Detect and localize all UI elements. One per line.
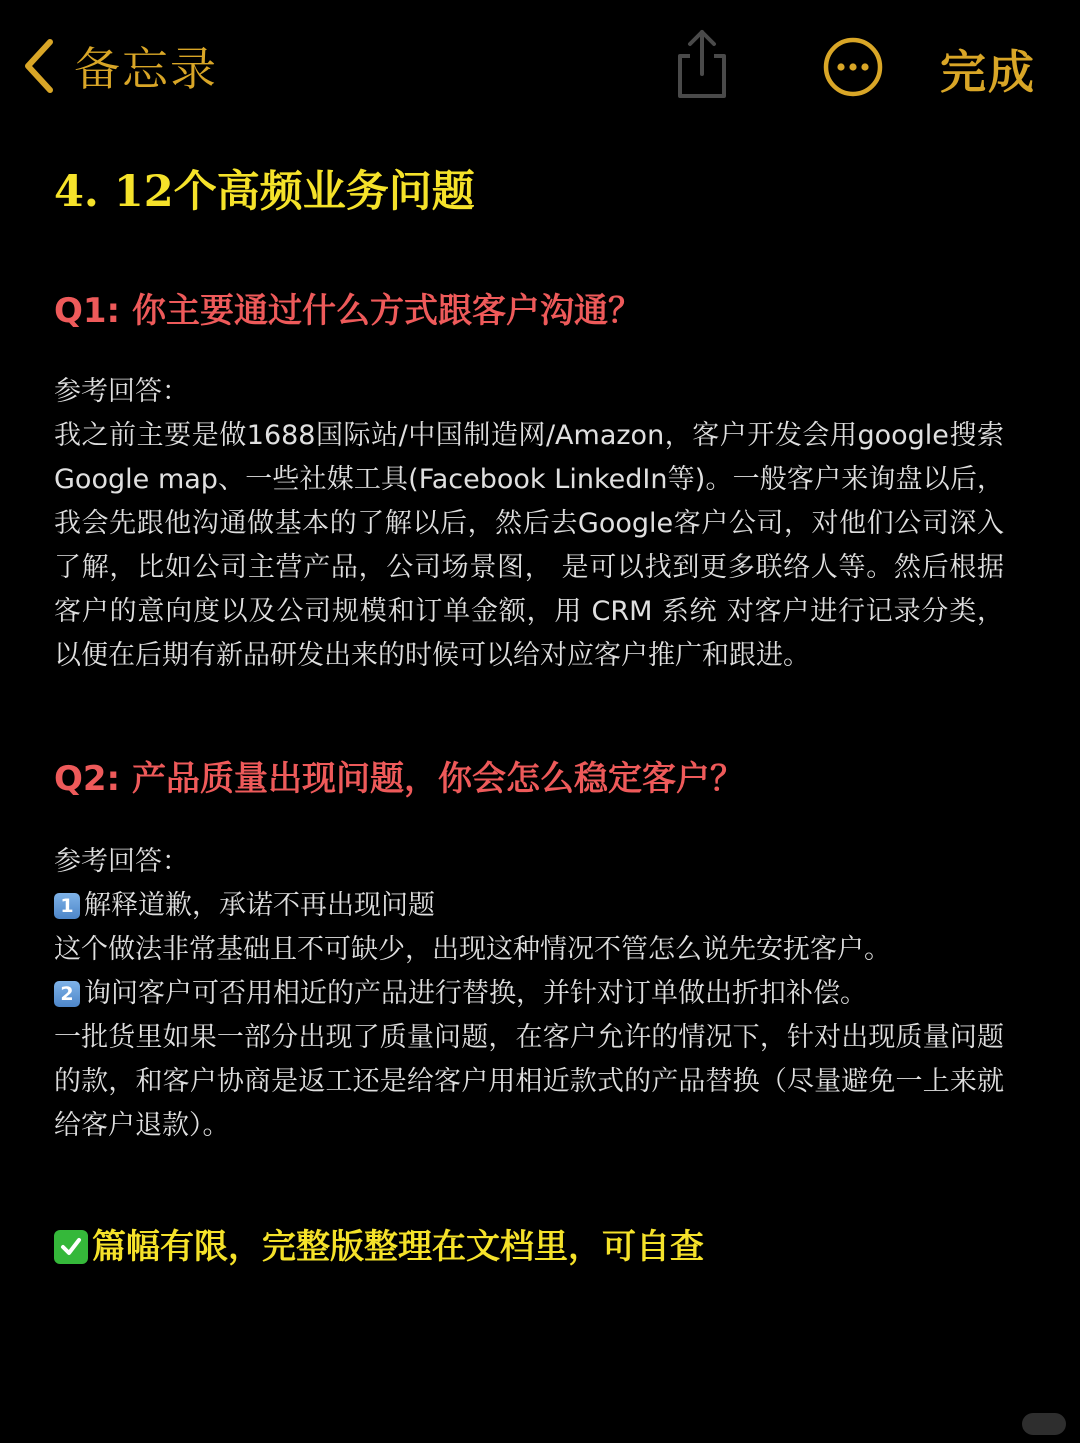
share-icon — [672, 85, 732, 104]
list-item-title: 询问客户可否用相近的产品进行替换，并针对订单做出折扣补偿。 — [84, 978, 867, 1009]
keycap-1-icon: 1 — [54, 893, 80, 919]
answer-label-1: 参考回答： — [54, 376, 189, 407]
more-options-button[interactable] — [822, 36, 884, 98]
share-button[interactable] — [672, 28, 732, 100]
answer-label-2: 参考回答： — [54, 846, 189, 877]
done-button[interactable]: 完成 — [940, 45, 1036, 99]
answer-text-1: 我之前主要是做1688国际站/中国制造网/Amazon，客户开发会用google搜索Google map、一些社媒工具(Facebook LinkedIn等)。一般客户来询盘以后，我会先跟他沟通做基本的了解以后，然后去Google客户公司，对他们公司深入了解，比如公司主营产品，公司场景图， 是可以找到更多联络人等。然后根据客户的意向度以及公司规模和订单金额，用 CRM 系统 对客户进行记录分类，以便在后期有新品研发出来的时候可以给对应客户推广和跟进。 — [54, 420, 1004, 671]
note-heading: 4. 12个高频业务问题 — [54, 167, 475, 217]
list-item-title: 解释道歉，承诺不再出现问题 — [84, 890, 435, 921]
question-2: Q2: 产品质量出现问题，你会怎么稳定客户？ — [54, 759, 744, 799]
list-item — [54, 884, 1004, 928]
list-item — [54, 972, 1004, 1016]
navigation-bar — [0, 0, 1080, 130]
footer-note — [54, 1222, 1004, 1272]
more-icon — [822, 83, 884, 102]
note-body[interactable] — [54, 150, 1004, 1272]
check-mark-icon — [54, 1230, 88, 1264]
back-button-label: 备忘录 — [74, 42, 218, 96]
question-1: Q1: 你主要通过什么方式跟客户沟通？ — [54, 291, 642, 331]
list-item-detail: 一批货里如果一部分出现了质量问题，在客户允许的情况下，针对出现质量问题的款，和客户协商是返工还是给客户用相近款式的产品替换（尽量避免一上来就给客户退款）。 — [54, 1022, 1004, 1141]
watermark-logo — [1022, 1413, 1066, 1435]
back-button[interactable] — [22, 34, 218, 98]
footer-text: 篇幅有限，完整版整理在文档里，可自查 — [92, 1227, 704, 1267]
list-item-detail: 这个做法非常基础且不可缺少，出现这种情况不管怎么说先安抚客户。 — [54, 934, 891, 965]
chevron-left-icon — [22, 38, 56, 94]
keycap-2-icon: 2 — [54, 981, 80, 1007]
